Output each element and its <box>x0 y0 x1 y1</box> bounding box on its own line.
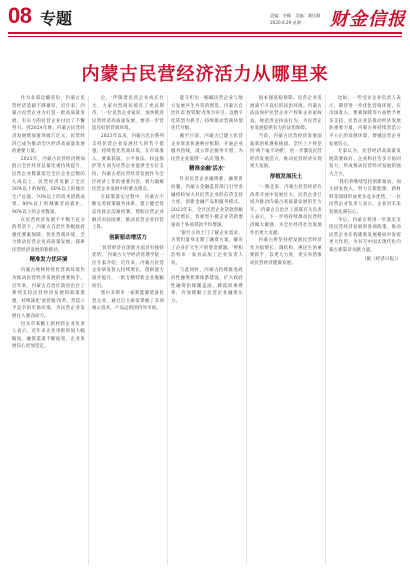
section-title: 专题 <box>40 9 73 28</box>
article-column-4 <box>250 95 322 567</box>
body-paragraph: 截至目前，内蒙古已建立民营企业诉求快速响应机制，开通企业服务热线，设立涉企服务专窗，为民营企业提供'一站式'服务。 <box>171 133 243 162</box>
body-paragraph: 内蒙古将坚持把发展民营经济作为稳增长、调结构、惠民生的重要抓手，以更大力度、更实举措推动民营经济健康发展。 <box>250 238 322 266</box>
body-paragraph: 固本强基稳预期。民营企业发展离不开良好的法治环境。内蒙古依法保护民营企业产权和企业家权益，规范涉企执法行为，为民营企业发展提供有力的法治保障。 <box>250 96 322 132</box>
body-paragraph: 专家认为，民营经济高质量发展需要政府、企业和社会多方协同发力，形成推动民营经济发展的强大合力。 <box>329 149 401 177</box>
body-paragraph: 今后，内蒙古将进一步落实支持民营经济发展的各项政策，推动民营企业在构建新发展格局中发挥更大作用，为书写中国式现代化内蒙古新篇章贡献力量。 <box>329 217 401 253</box>
body-paragraph: 2023年以来，内蒙古出台系列支持民营企业发展壮大的若干措施，持续优化营商环境，在市场准入、要素获取、公平执法、权益保护等方面为民营企业提供全方位支持。内蒙古把民营经济发展作为全区经济工作的重要内容，着力破解民营企业发展中的难点堵点。 <box>92 133 164 193</box>
column-divider <box>88 95 89 565</box>
column-divider <box>325 95 326 565</box>
section-subhead: 厚植发展沃土 <box>269 173 303 180</box>
article-headline: 内蒙古民营经济活力从哪里来 <box>81 64 329 85</box>
article-column-3 <box>171 95 243 567</box>
body-paragraph: 鄂尔多斯市一家新能源装备民营企业，通过自主研发掌握了多项核心技术，产品远销国内外市场。 <box>92 291 164 312</box>
header-rule <box>8 32 402 34</box>
header-rule-thin <box>8 36 402 37</box>
body-paragraph: 包头市某稀土新材料企业负责人表示，近年来企业审批时间大幅缩短，融资渠道不断拓宽，企业发展信心更加坚定。 <box>12 321 85 350</box>
body-paragraph: 在政策落实过程中，内蒙古不断完善政策服务体系，建立健全常态化政企沟通机制，帮助民营企业解决实际困难，推动民营企业轻装上阵。 <box>92 194 164 231</box>
body-paragraph: 作为北部边疆省份，内蒙古民营经济基础不够雄厚，近年来，内蒙古民营企业为打造一批高质量发展、有实力的民营企业付出了不懈努力。到2024年底，内蒙古民营经济发展增加值突破万亿元，民营经济已成为推动全区经济高质量发展的重要力量。 <box>12 96 85 155</box>
newspaper-logo: 财金信报 <box>330 9 406 30</box>
body-paragraph: 与此同时，内蒙古持续推进政府性融资担保体系建设，扩大政府性融资担保覆盖面，降低担保费率，有效缓解了民营企业融资压力。 <box>171 268 243 304</box>
body-paragraph: '我们将继续坚持创新驱动，加大研发投入，努力在新能源、新材料等领域形成更多竞争优势。'一位民营企业负责人表示，企业对未来发展充满信心。 <box>329 179 401 215</box>
column-divider <box>167 95 168 565</box>
section-subhead: 精准金融'活水' <box>189 166 225 173</box>
article-column-5 <box>329 95 401 567</box>
editor-credits: 责编：李娜 美编：潘佳颖 <box>270 13 321 18</box>
article-byline: （据《经济日报》） <box>361 257 401 263</box>
body-paragraph: '银行主动上门了解企业需求，为我们量身定制了融资方案，解决了企业扩大生产的资金难题。'呼和浩特市一家食品加工企业负责人说。 <box>171 230 243 266</box>
body-paragraph: '民营经济在创新方面具有独特优势。'内蒙古大学经济管理学院一位专家介绍，近年来，内蒙古民营企业研发投入持续增长，创新能力稳步提升，一批专精特新企业脱颖而出。 <box>92 245 164 289</box>
column-divider <box>246 95 247 565</box>
page-number: 08 <box>8 3 32 28</box>
body-paragraph: 在民营经济发展不平衡不充分的背景下，内蒙古自治区各级政府强化要素保障，优化营商环境，全力推动民营企业高质量发展，探索民营经济发展的新路径。 <box>12 217 85 253</box>
body-paragraph: '一路走来，内蒙古民营经济在改革开放中发展壮大，民营企业已成为推动内蒙古高质量发展的生力军。'内蒙古自治区工商联有关负责人表示，下一步将持续推动民营经济做大做强，为全区经济社会发展作出更大贡献。 <box>250 184 322 236</box>
body-paragraph: 2023年，内蒙古民营经济增加值占全区经济总量比重持续提升，民营企业数量超过全区企业总数的九成以上，民营经济贡献了全区50%以上的税收、60%以上的地区生产总值、70%以上的技术创新成果、80%以上的城镇劳动就业、90%以上的企业数量。 <box>12 156 85 215</box>
body-paragraph: 内蒙古始终将优化营商环境作为推动民营经济发展的重要抓手。近年来，内蒙古自治区政府出台了系列支持民营经济发展的政策措施，持续深化'放管服'改革，营造公平竞争的市场环境，为民营企业发展注入强劲动力。 <box>12 268 85 320</box>
body-paragraph: 能交织出一幅幅民营企业与地方发展共生共荣的图景。内蒙古自治区以'放管服'改革为牵引，以数字化转型为抓手，持续推动营商环境迭代升级。 <box>171 96 243 132</box>
body-paragraph: 针对民营企业融资难、融资贵问题，内蒙古金融监管部门引导金融机构加大对民营企业的信贷支持力度，创新金融产品和服务模式。2023年末，全区民营企业贷款余额同比增长，普惠型小微企业贷款增速高于各项贷款平均增速。 <box>171 177 243 228</box>
section-subhead: 创新驱动增活力 <box>109 234 147 241</box>
section-subhead: 精准发力优环境 <box>29 257 68 264</box>
body-paragraph: 当前，内蒙古民营经济发展面临新的机遇和挑战。全区上下将坚持'两个毫不动摇'，进一步激发民营经济发展活力，推动民营经济实现更大发展。 <box>250 133 322 170</box>
article-column-2 <box>92 95 164 567</box>
page-header <box>0 0 410 40</box>
body-paragraph: 比如，一些受访企业负责人表示，期待进一步优化营商环境，在市场准入、要素保障等方面给予更多支持。民营企业是推动经济发展的重要力量，内蒙古将持续营造公平公正的发展环境，增强民营企业发展信心。 <box>329 96 401 147</box>
article-column-1 <box>12 95 85 567</box>
body-paragraph: 企，'伴随着民营企业成长壮大，大家对营商环境有了更高期待。'一位民营企业家说，加快推进民营经济高质量发展，要进一步营造良好的营商环境。 <box>92 96 164 132</box>
issue-date: 2020.6.29 星期一 <box>270 20 306 25</box>
